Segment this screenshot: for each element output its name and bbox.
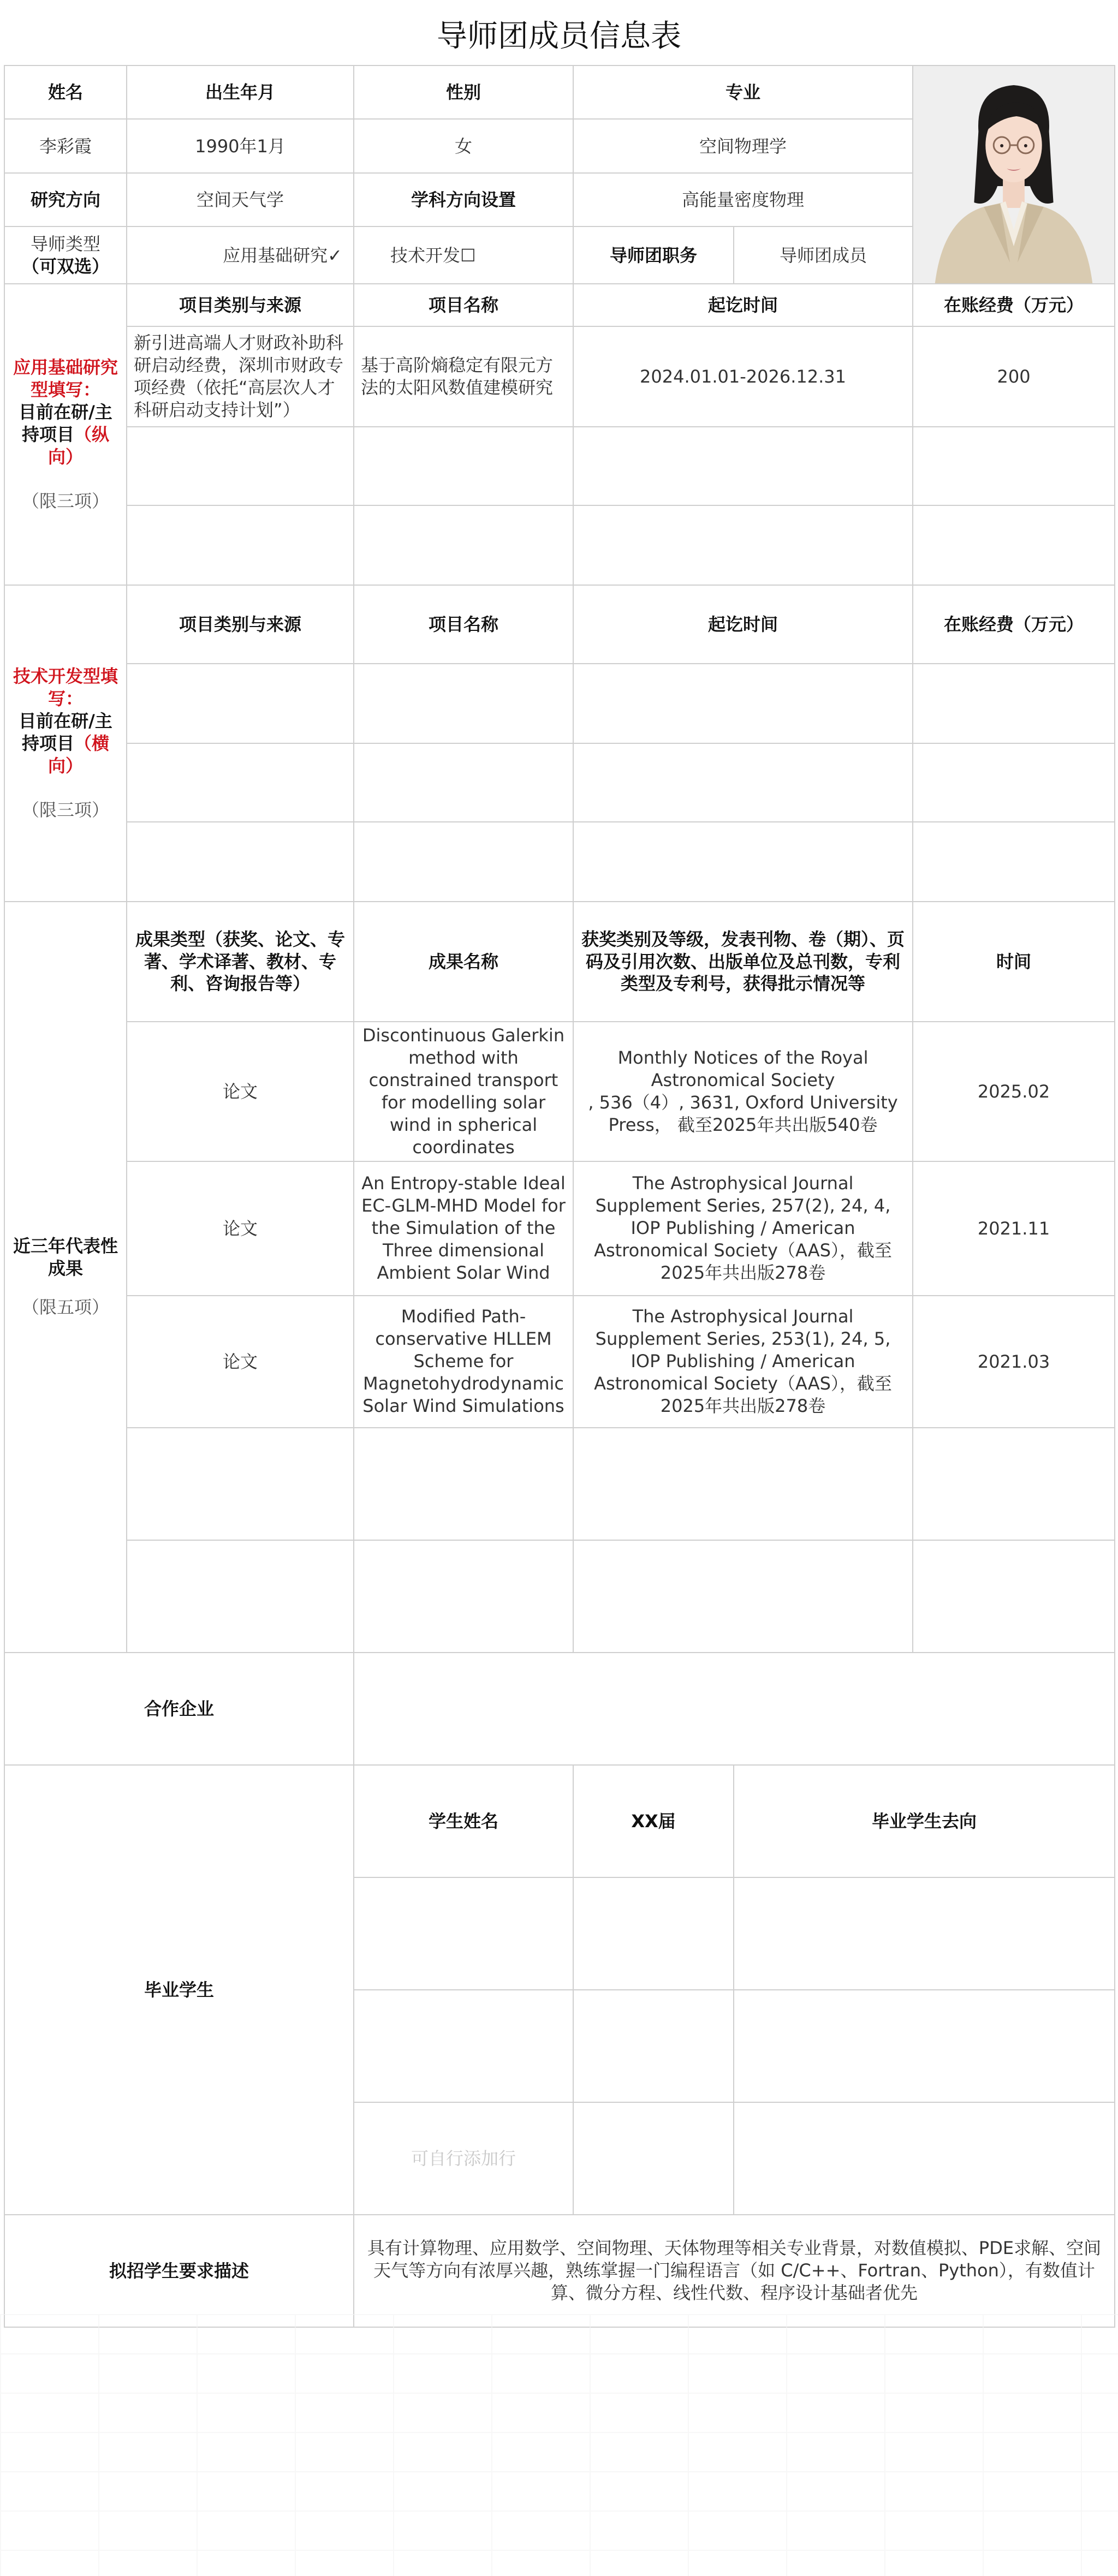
basic-projects-vertical-label: （纵向） <box>47 424 110 467</box>
tech-empty-cell <box>573 743 913 822</box>
partner-value <box>354 1653 1115 1765</box>
mentor-type-option-basic[interactable]: 应用基础研究✓ <box>127 226 354 284</box>
basic-projects-colon: ： <box>83 379 101 401</box>
ach-empty-cell <box>573 1540 913 1653</box>
basic-col-funds: 在账经费（万元） <box>913 284 1115 326</box>
grad-empty-cell <box>573 1990 734 2102</box>
ach-empty-cell <box>354 1540 573 1653</box>
ach-col-name: 成果名称 <box>354 902 573 1022</box>
ach-empty-cell <box>127 1428 354 1540</box>
birth-label: 出生年月 <box>127 65 354 119</box>
ach-row-time: 2021.03 <box>913 1296 1115 1428</box>
tech-empty-cell <box>354 664 573 743</box>
grad-empty-cell <box>734 1990 1115 2102</box>
discipline-value: 高能量密度物理 <box>573 173 913 226</box>
grad-empty-cell <box>734 2102 1115 2215</box>
ach-row-detail <box>573 1022 913 1161</box>
tech-empty-cell <box>913 822 1115 902</box>
achievements-limit: （限五项） <box>21 1297 109 1318</box>
tech-empty-cell <box>127 822 354 902</box>
ach-row-detail: The Astrophysical Journal Supplement Series, 253(1), 24, 5, IOP Publishing / American Astronomical Society（AAS），截至2025年共出版278卷 <box>573 1296 913 1428</box>
basic-row-period: 2024.01.01-2026.12.31 <box>573 326 913 427</box>
name-label: 姓名 <box>4 65 127 119</box>
tech-col-name: 项目名称 <box>354 585 573 664</box>
basic-row-name: 基于高阶熵稳定有限元方法的太阳风数值建模研究 <box>354 326 573 427</box>
page-title: 导师团成员信息表 <box>437 19 681 54</box>
partner-label: 合作企业 <box>4 1653 354 1765</box>
ach-row-name: An Entropy-stable Ideal EC-GLM-MHD Model for the Simulation of the Three dimensional Ambient Solar Wind <box>354 1161 573 1296</box>
research-direction-label: 研究方向 <box>4 173 127 226</box>
ach-row-detail-line: , 536（4）, 3631, Oxford University Press， 截至2025年共出版540卷 <box>588 1092 898 1135</box>
ach-row-name: Modified Path-conservative HLLEM Scheme for Magnetohydrodynamic Solar Wind Simulations <box>354 1296 573 1428</box>
basic-col-name: 项目名称 <box>354 284 573 326</box>
tech-empty-cell <box>573 664 913 743</box>
grad-col-name: 学生姓名 <box>354 1765 573 1877</box>
grad-empty-cell <box>354 1990 573 2102</box>
tech-empty-cell <box>127 664 354 743</box>
basic-empty-cell <box>573 427 913 505</box>
add-row-hint: 可自行添加行 <box>354 2102 573 2215</box>
mentor-type-option-tech[interactable]: 技术开发☐ <box>354 226 573 284</box>
grad-empty-cell <box>573 1877 734 1990</box>
major-label: 专业 <box>573 65 913 119</box>
grad-empty-cell <box>573 2102 734 2215</box>
basic-empty-cell <box>573 505 913 585</box>
ach-row-detail: The Astrophysical Journal Supplement Series, 257(2), 24, 4, IOP Publishing / American Astronomical Society（AAS），截至2025年共出版278卷 <box>573 1161 913 1296</box>
achievements-side-label <box>4 902 127 1653</box>
requirements-label: 拟招学生要求描述 <box>4 2215 354 2327</box>
major-value: 空间物理学 <box>573 119 913 172</box>
requirements-text: 具有计算物理、应用数学、空间物理、天体物理等相关专业背景，对数值模拟、PDE求解、空间天气等方向有浓厚兴趣，熟练掌握一门编程语言（如 C/C++、Fortran、Python），有数值计算、微分方程、线性代数、程序设计基础者优先 <box>354 2215 1115 2327</box>
grad-empty-cell <box>354 1877 573 1990</box>
tech-projects-limit: （限三项） <box>21 799 109 820</box>
discipline-label: 学科方向设置 <box>354 173 573 226</box>
basic-empty-cell <box>913 427 1115 505</box>
tech-col-source: 项目类别与来源 <box>127 585 354 664</box>
background-grid <box>0 2314 1118 2576</box>
basic-empty-cell <box>127 505 354 585</box>
team-role-value: 导师团成员 <box>734 226 913 284</box>
tech-empty-cell <box>573 822 913 902</box>
mentor-type-title: 导师类型 <box>30 233 100 254</box>
graduates-label: 毕业学生 <box>4 1765 354 2215</box>
name-value: 李彩霞 <box>4 119 127 172</box>
ach-empty-cell <box>354 1428 573 1540</box>
research-direction-value: 空间天气学 <box>127 173 354 226</box>
tech-col-period: 起讫时间 <box>573 585 913 664</box>
basic-row-source: 新引进高端人才财政补助科研启动经费，深圳市财政专项经费（依托“高层次人才科研启动支持计划”） <box>127 326 354 427</box>
tech-empty-cell <box>127 743 354 822</box>
tech-empty-cell <box>913 743 1115 822</box>
basic-empty-cell <box>354 505 573 585</box>
tech-projects-horizontal-label: （横向） <box>47 733 110 776</box>
tech-empty-cell <box>354 822 573 902</box>
gender-value: 女 <box>354 119 573 172</box>
basic-projects-limit: （限三项） <box>21 490 109 511</box>
mentor-type-label <box>4 226 127 284</box>
ach-row-type: 论文 <box>127 1022 354 1161</box>
basic-row-funds: 200 <box>913 326 1115 427</box>
ach-row-type: 论文 <box>127 1161 354 1296</box>
grad-col-class: XX届 <box>573 1765 734 1877</box>
photo-cell <box>913 65 1115 284</box>
ach-empty-cell <box>127 1540 354 1653</box>
basic-projects-type-label: 应用基础研究型填写 <box>13 357 118 401</box>
ach-col-time: 时间 <box>913 902 1115 1022</box>
mentor-type-subtitle: （可双选） <box>21 255 109 277</box>
ach-row-name: Discontinuous Galerkin method with constrained transport for modelling solar wind in spherical coordinates <box>354 1022 573 1161</box>
grad-col-destination: 毕业学生去向 <box>734 1765 1115 1877</box>
basic-empty-cell <box>127 427 354 505</box>
team-role-label: 导师团职务 <box>573 226 734 284</box>
tech-projects-type-label: 技术开发型填写： <box>13 666 118 709</box>
ach-row-time: 2025.02 <box>913 1022 1115 1161</box>
tech-empty-cell <box>354 743 573 822</box>
achievements-title: 近三年代表性成果 <box>13 1236 118 1279</box>
basic-col-source: 项目类别与来源 <box>127 284 354 326</box>
ach-empty-cell <box>913 1428 1115 1540</box>
ach-row-type: 论文 <box>127 1296 354 1428</box>
basic-empty-cell <box>354 427 573 505</box>
gender-label: 性别 <box>354 65 573 119</box>
basic-projects-side-label <box>4 284 127 585</box>
birth-value: 1990年1月 <box>127 119 354 172</box>
grad-empty-cell <box>734 1877 1115 1990</box>
basic-projects-current-label: 目前在研/主持项目 <box>19 402 112 445</box>
tech-empty-cell <box>913 664 1115 743</box>
mentor-info-table <box>4 65 1115 2328</box>
tech-projects-current-label: 目前在研/主持项目 <box>19 711 112 754</box>
tech-projects-side-label <box>4 585 127 902</box>
basic-col-period: 起讫时间 <box>573 284 913 326</box>
ach-empty-cell <box>913 1540 1115 1653</box>
basic-empty-cell <box>913 505 1115 585</box>
ach-row-time: 2021.11 <box>913 1161 1115 1296</box>
ach-col-type: 成果类型（获奖、论文、专著、学术译著、教材、专利、咨询报告等） <box>127 902 354 1022</box>
ach-row-detail-line: Monthly Notices of the Royal Astronomical Society <box>617 1047 869 1090</box>
ach-empty-cell <box>573 1428 913 1540</box>
portrait-photo <box>913 66 1114 283</box>
tech-col-funds: 在账经费（万元） <box>913 585 1115 664</box>
ach-col-detail: 获奖类别及等级，发表刊物、卷（期）、页码及引用次数、出版单位及总刊数，专利类型及专利号，获得批示情况等 <box>573 902 913 1022</box>
